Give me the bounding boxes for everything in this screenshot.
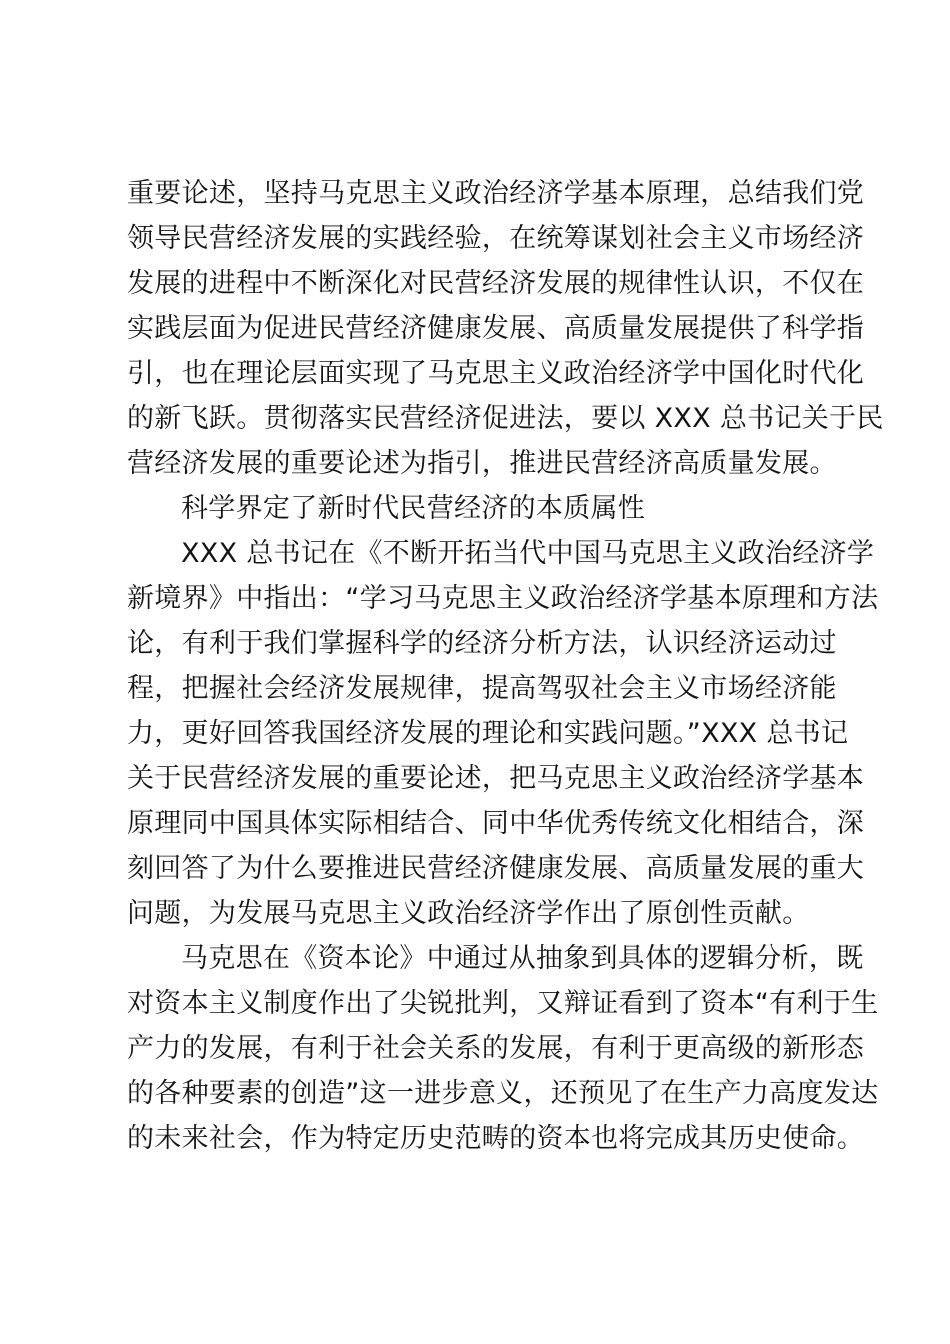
text-line: 产力的发展，有利于社会关系的发展，有利于更高级的新形态	[127, 1033, 865, 1064]
text-line: 程，把握社会经济发展规律，提高驾驭社会主义市场经济能	[127, 673, 837, 704]
text-line: 马克思在《资本论》中通过从抽象到具体的逻辑分析，既	[181, 943, 864, 974]
text-line: 问题，为发展马克思主义政治经济学作出了原创性贡献。	[127, 898, 810, 929]
text-line: 的新飞跃。贯彻落实民营经济促进法，要以 XXX 总书记关于民	[127, 403, 884, 434]
text-line: 发展的进程中不断深化对民营经济发展的规律性认识，不仅在	[127, 268, 865, 299]
text-line: 实践层面为促进民营经济健康发展、高质量发展提供了科学指	[127, 313, 865, 344]
text-line: 的未来社会，作为特定历史范畴的资本也将完成其历史使命。	[127, 1123, 865, 1154]
text-line: 的各种要素的创造”这一进步意义，还预见了在生产力高度发达	[127, 1078, 879, 1109]
text-line: 刻回答了为什么要推进民营经济健康发展、高质量发展的重大	[127, 853, 865, 884]
text-line: 关于民营经济发展的重要论述，把马克思主义政治经济学基本	[127, 763, 865, 794]
text-line: 论，有利于我们掌握科学的经济分析方法，认识经济运动过	[127, 628, 837, 659]
text-line: 新境界》中指出：“学习马克思主义政治经济学基本原理和方法	[127, 583, 879, 614]
text-line: 营经济发展的重要论述为指引，推进民营经济高质量发展。	[127, 448, 837, 479]
text-line: XXX 总书记在《不断开拓当代中国马克思主义政治经济学	[181, 538, 875, 569]
text-line: 对资本主义制度作出了尖锐批判，又辩证看到了资本“有利于生	[127, 988, 879, 1019]
text-line: 原理同中国具体实际相结合、同中华优秀传统文化相结合，深	[127, 808, 865, 839]
section-heading: 科学界定了新时代民营经济的本质属性	[181, 493, 646, 524]
text-line: 力，更好回答我国经济发展的理论和实践问题。”XXX 总书记	[127, 718, 849, 749]
text-line: 引，也在理论层面实现了马克思主义政治经济学中国化时代化	[127, 358, 865, 389]
body-text	[127, 171, 884, 1161]
text-line: 重要论述，坚持马克思主义政治经济学基本原理，总结我们党	[127, 178, 865, 209]
text-line: 领导民营经济发展的实践经验，在统筹谋划社会主义市场经济	[127, 223, 865, 254]
